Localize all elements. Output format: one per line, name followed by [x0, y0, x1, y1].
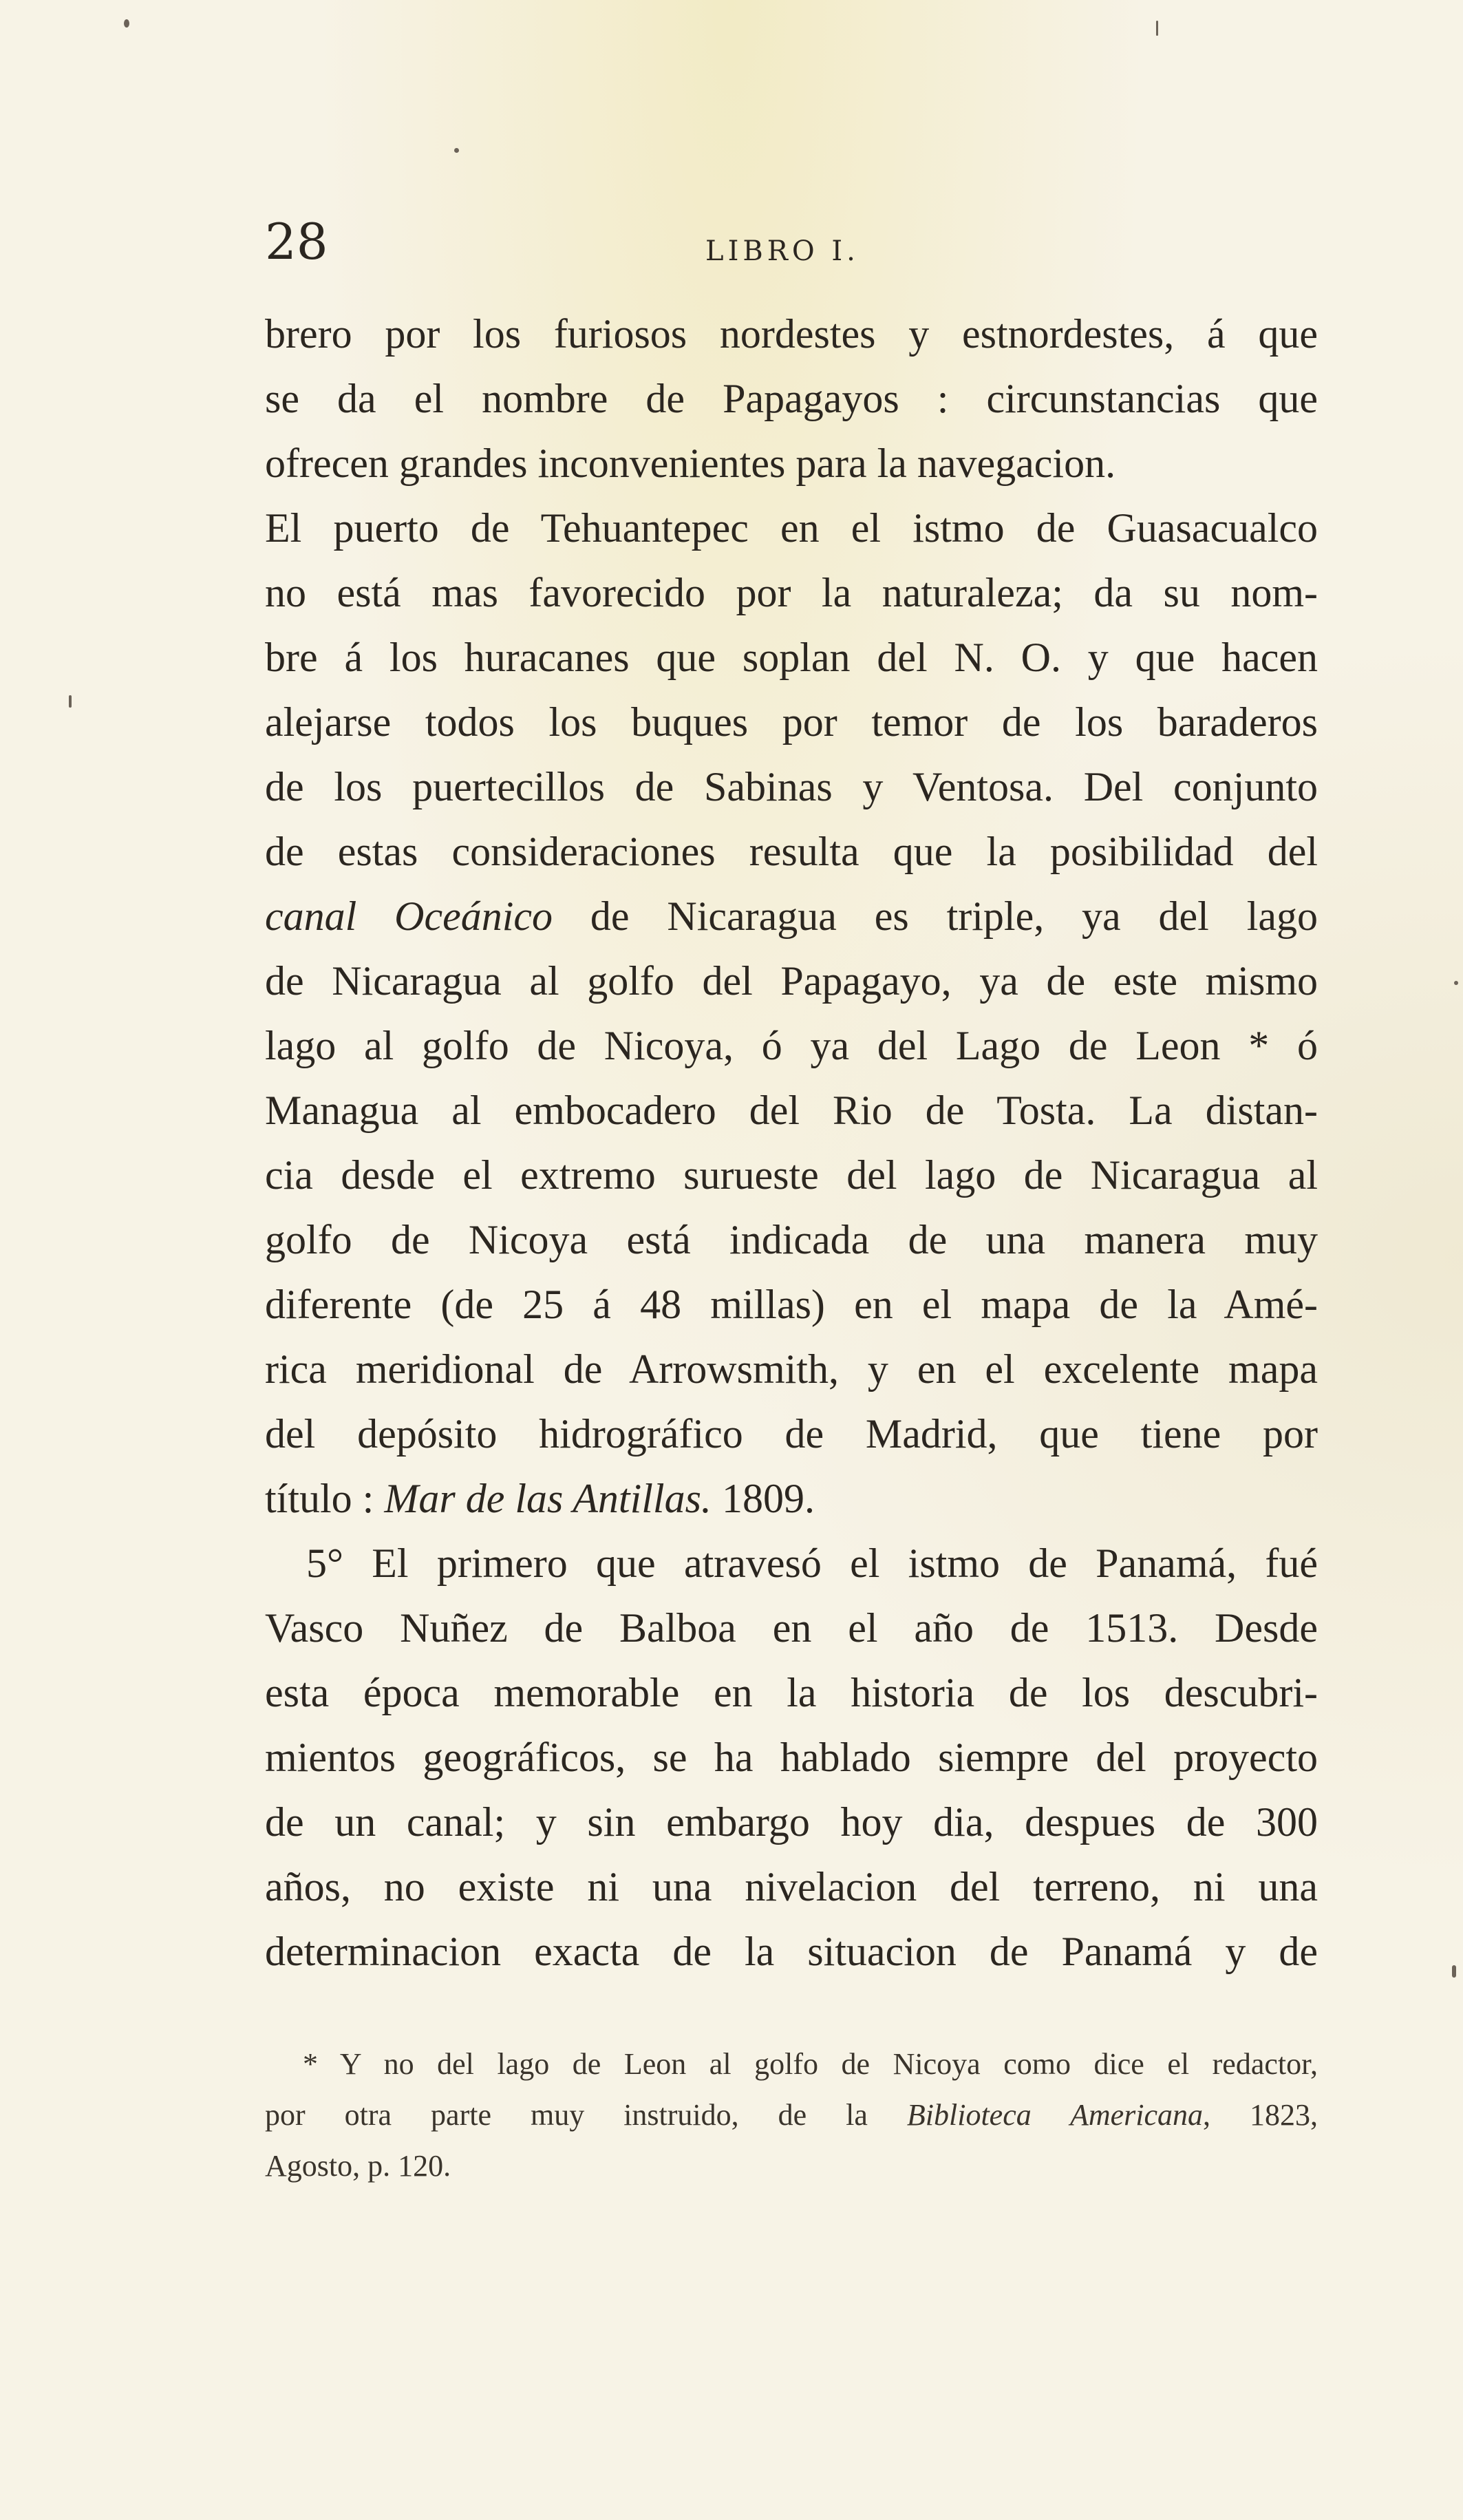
italic-term: canal Oceánico	[265, 893, 553, 939]
text-line: brero por los furiosos nordestes y estnordestes, á que	[265, 311, 1318, 357]
paper-speck	[454, 148, 459, 153]
text-line: de Nicaragua al golfo del Papagayo, ya de este mismo	[265, 958, 1318, 1004]
paper-speck	[69, 695, 72, 708]
text-line: rica meridional de Arrowsmith, y en el excelente mapa	[265, 1346, 1318, 1392]
footnote-line: * Y no del lago de Leon al golfo de Nicoya como dice el redactor,	[303, 2047, 1318, 2081]
paper-speck	[1156, 21, 1158, 36]
text-line: años, no existe ni una nivelacion del terreno, ni una	[265, 1864, 1318, 1909]
running-head: LIBRO I.	[705, 235, 859, 267]
text-line: del depósito hidrográfico de Madrid, que tiene por	[265, 1411, 1318, 1457]
text-line: canal Oceánico de Nicaragua es triple, ya del lago	[265, 893, 1318, 939]
text-line: esta época memorable en la historia de los descubri-	[265, 1670, 1318, 1715]
paper-speck	[124, 19, 129, 28]
text-line: de un canal; y sin embargo hoy dia, despues de 300	[265, 1799, 1318, 1845]
italic-title: Biblioteca Americana	[906, 2098, 1203, 2132]
text-line: determinacion exacta de la situacion de Panamá y de	[265, 1929, 1318, 1974]
text-line: mientos geográficos, se ha hablado siempre del proyecto	[265, 1735, 1318, 1780]
text-line: golfo de Nicoya está indicada de una manera muy	[265, 1217, 1318, 1262]
italic-title: Mar de las Antillas.	[384, 1476, 712, 1521]
footnote	[265, 2039, 1318, 2192]
text-line: título : Mar de las Antillas. 1809.	[265, 1476, 815, 1521]
page-number: 28	[265, 213, 328, 271]
footnote-line: Agosto, p. 120.	[265, 2149, 451, 2183]
text-line: El puerto de Tehuantepec en el istmo de Guasacualco	[265, 505, 1318, 551]
text-line: ofrecen grandes inconvenientes para la navegacion.	[265, 441, 1116, 486]
text-line: Managua al embocadero del Rio de Tosta. La distan-	[265, 1088, 1318, 1133]
text-line: cia desde el extremo surueste del lago de Nicaragua al	[265, 1152, 1318, 1198]
body-text	[265, 301, 1318, 1984]
text-line: se da el nombre de Papagayos : circunstancias que	[265, 376, 1318, 421]
page-header	[0, 213, 1463, 286]
text-line: de los puertecillos de Sabinas y Ventosa. Del conjunto	[265, 764, 1318, 809]
text-line: lago al golfo de Nicoya, ó ya del Lago de Leon * ó	[265, 1023, 1318, 1068]
text-line: no está mas favorecido por la naturaleza; da su nom-	[265, 570, 1318, 615]
text-line: 5° El primero que atravesó el istmo de Panamá, fué	[306, 1540, 1318, 1586]
paper-speck	[1454, 981, 1458, 985]
text-line: diferente (de 25 á 48 millas) en el mapa de la Amé-	[265, 1282, 1318, 1327]
text-line: de estas consideraciones resulta que la posibilidad del	[265, 829, 1318, 874]
text-line: Vasco Nuñez de Balboa en el año de 1513. Desde	[265, 1605, 1318, 1651]
text-line: alejarse todos los buques por temor de los baraderos	[265, 699, 1318, 745]
footnote-line: por otra parte muy instruido, de la Biblioteca Americana, 1823,	[265, 2098, 1318, 2132]
text-line: bre á los huracanes que soplan del N. O. y que hacen	[265, 635, 1318, 680]
paper-speck	[1452, 1965, 1456, 1978]
